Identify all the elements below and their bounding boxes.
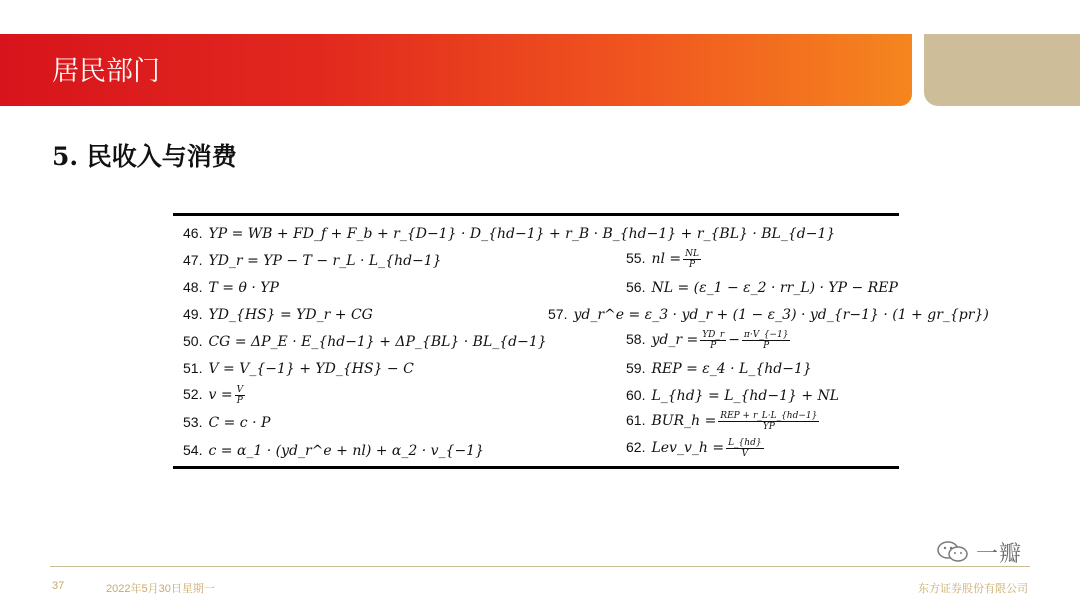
page-number: 37 [52, 580, 65, 592]
equation-51: 51. V = V_{−1} + YD_{HS} − C [183, 360, 414, 377]
fraction: $\frac{\pi\cdot V\_\{-1\}}{P}$ [743, 329, 789, 351]
header-accent-block [924, 34, 1080, 106]
equation-54: 54. c = α_1 · (yd_r^e + nl) + α_2 · v_{−1} [183, 442, 484, 459]
equation-56: 56. NL = (ε_1 − ε_2 · rr_L) · YP − REP [626, 279, 898, 296]
fraction: $\frac{L\_\{hd\}}{V}$ [728, 437, 762, 459]
equation-58: 58. yd_r = $\frac{YD\_r}{P}$ − $\frac{\pi\cdot V\_\{-1\}}{P}$ [626, 329, 789, 351]
watermark-text: 一瓣 [976, 541, 1023, 567]
footer-company: 东方证券股份有限公司 [918, 583, 1028, 595]
page-title: 居民部门 [52, 56, 160, 87]
equation-52: 52. v = $\frac{V}{P}$ [183, 384, 244, 406]
equation-60: 60. L_{hd} = L_{hd−1} + NL [626, 387, 840, 404]
footer-divider [50, 566, 1030, 567]
watermark [936, 537, 1022, 567]
equation-48: 48. T = θ · YP [183, 279, 279, 296]
fraction: $\frac{V}{P}$ [236, 384, 244, 406]
wechat-icon [936, 539, 970, 565]
equation-57: 57. yd_r^e = ε_3 · yd_r + (1 − ε_3) · yd_{r−1} · (1 + gr_{pr}) [548, 306, 989, 323]
equation-55: 55. nl = $\frac{NL}{P}$ [626, 248, 700, 270]
equation-61: 61. BUR_h = $\frac{\text{REP + r\_L·L\_\{hd−1\}}}{YP}$ [626, 410, 818, 432]
fraction: $\frac{NL}{P}$ [685, 248, 700, 270]
fraction: $\frac{\text{REP + r\_L·L\_\{hd−1\}}}{YP}$ [720, 410, 818, 432]
section-title: 5. 民收入与消费 [52, 142, 237, 171]
equation-47: 47. YD_r = YP − T − r_L · L_{hd−1} [183, 252, 442, 269]
equation-50: 50. CG = ΔP_E · E_{hd−1} + ΔP_{BL} · BL_{d−1} [183, 333, 547, 350]
fraction: $\frac{YD\_r}{P}$ [702, 329, 725, 351]
equation-53: 53. C = c · P [183, 414, 271, 431]
footer-date: 2022年5月30日星期一 [106, 583, 215, 595]
equation-46: 46. YP = WB + FD_f + F_b + r_{D−1} · D_{hd−1} + r_B · B_{hd−1} + r_{BL} · BL_{d−1} [183, 225, 836, 242]
equation-table [173, 213, 989, 469]
equation-59: 59. REP = ε_4 · L_{hd−1} [626, 360, 812, 377]
equation-62: 62. Lev_v_h = $\frac{L\_\{hd\}}{V}$ [626, 437, 762, 459]
equation-49: 49. YD_{HS} = YD_r + CG [183, 306, 373, 323]
